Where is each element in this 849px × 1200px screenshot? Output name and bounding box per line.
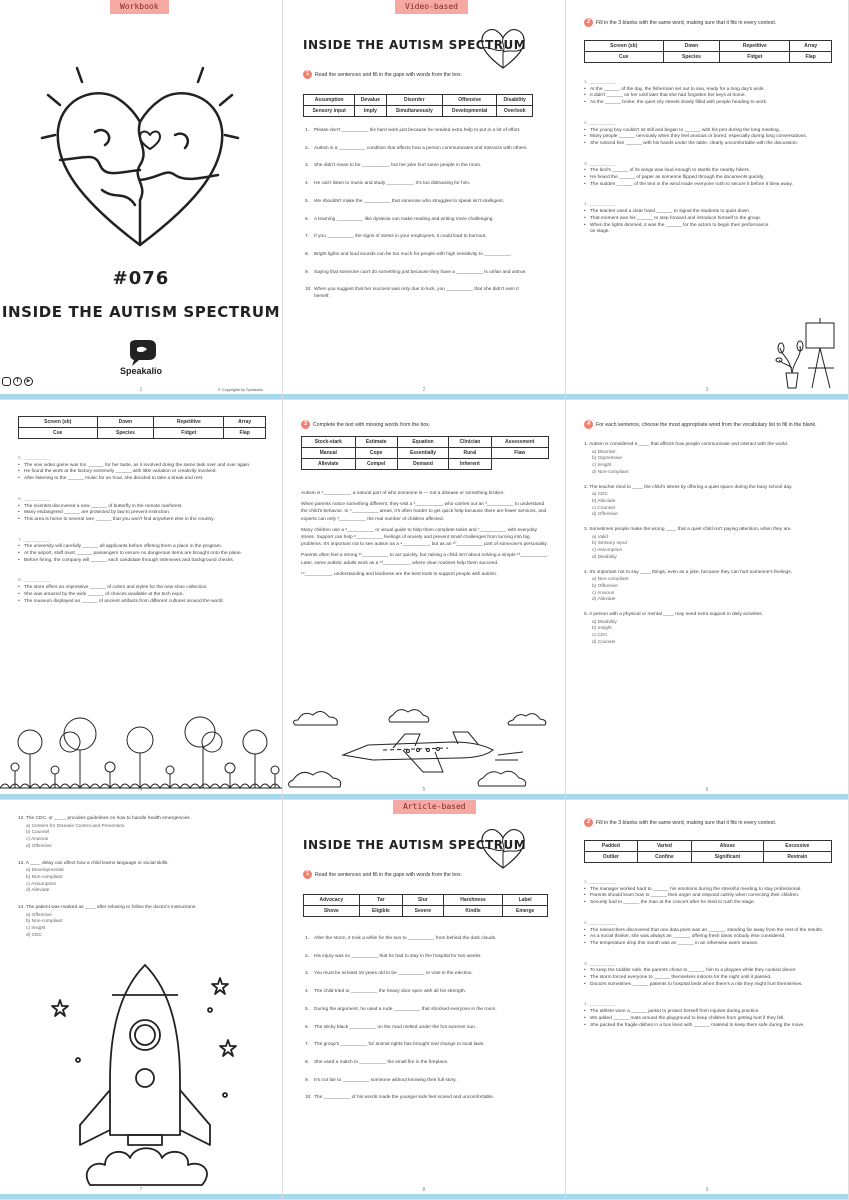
answer-option[interactable]: a) Disorder <box>592 449 616 455</box>
answer-option[interactable]: d) Alleviate <box>26 888 50 894</box>
vocab-word: Cue <box>585 52 664 63</box>
vocab-word: Screen (sb) <box>19 417 98 428</box>
item-number: 9. <box>305 1077 310 1083</box>
answer-option[interactable]: c) Anxious <box>26 837 49 843</box>
context-groups <box>18 456 256 610</box>
context-group <box>584 962 824 989</box>
item-number: 4. <box>305 989 310 995</box>
page-footer-bar <box>566 1194 848 1199</box>
vocab-word: Species <box>663 52 720 63</box>
sentence: • As the ______ broke, the quiet city streets slowly filled with people heading to work. <box>584 100 822 107</box>
sentence: • The temperature drop this month was an ______ in an otherwise warm season. <box>584 941 824 948</box>
question-text: 5. A person with a physical or mental ____ may need extra support in daily activities. <box>584 612 763 618</box>
answer-option[interactable]: b) Counsel <box>26 830 50 836</box>
vocabulary-box <box>18 416 266 439</box>
vocab-word: Sensory input <box>304 106 355 117</box>
answer-option[interactable]: a) Centers for Disease Control and Prevention <box>26 823 125 829</box>
page-number: 2 <box>422 387 426 393</box>
vocabulary-box <box>303 94 533 117</box>
question-text: 13. A ____ delay can affect how a child learns language or social skills. <box>18 860 169 866</box>
page-number: 3 <box>705 387 709 393</box>
item-number: 7. <box>305 1042 310 1048</box>
answer-option[interactable]: c) CDC <box>592 633 608 639</box>
page-6-video-exercise-4 <box>566 400 849 800</box>
vocab-word: Devalue <box>355 95 386 106</box>
vocab-word: Demand <box>397 459 449 470</box>
sentence: Please don't __________ his hard work just because he needed extra help to put in a lot of effort. <box>314 128 521 133</box>
page-9-article-exercise-2 <box>566 800 849 1200</box>
group-blank: 6. __________ <box>18 496 51 502</box>
sentence: The __________ of his words made the younger kids feel scared and uncomfortable. <box>314 1095 495 1101</box>
vocab-word: Fidget <box>720 52 790 63</box>
answer-option[interactable]: b) Non-compliant <box>26 874 63 880</box>
sentence: • Many people ______ nervously when they feel anxious or bored, especially during long conversations. <box>584 134 822 141</box>
vocabulary-box <box>301 436 549 470</box>
page-1-cover <box>0 0 283 400</box>
puzzle-heart-icon <box>478 22 528 72</box>
context-group <box>584 880 824 907</box>
page-footer-bar <box>283 1194 565 1199</box>
vocab-word: Varied <box>637 841 691 852</box>
page-footer-bar <box>566 394 848 399</box>
sentence: • Security had to ______ the man at the concert after he tried to rush the stage. <box>584 900 824 907</box>
context-group <box>18 456 256 483</box>
item-number: 6. <box>305 216 310 222</box>
vocab-word: Excessive <box>763 841 831 852</box>
instruction-text: Read the sentences and fill in the gaps with words from the box. <box>315 71 463 78</box>
sentence: • The scientist discovered a new ______ of butterfly in the remote rainforest. <box>18 504 256 511</box>
sentence: • Doctors sometimes ______ patients to hospital beds when there's a risk they might hurt themselves. <box>584 982 824 989</box>
answer-option[interactable]: a) CDC <box>592 492 608 498</box>
instruction <box>584 18 844 27</box>
cloze-text <box>301 490 549 582</box>
answer-option[interactable]: d) Disability <box>592 554 617 560</box>
sentence: You must be at least 18 years old to be __________ to vote in the election. <box>314 971 473 977</box>
vocab-word: Down <box>663 41 720 52</box>
sentence: • After listening to the ______ music for an hour, she decided to take a break and rest. <box>18 476 256 483</box>
item-number: 5. <box>305 198 310 204</box>
vocab-word: Disability <box>497 95 533 106</box>
sentence: Autism is a __________ condition that affects how a person communicates and interacts with others. <box>314 145 528 151</box>
vocab-word: Severe <box>403 906 444 917</box>
sentence: • The storm forced everyone to ______ themselves indoors for the night until it passed. <box>584 975 824 982</box>
sentence: • At the airport, staff must ______ passengers to ensure no dangerous items are brought onto the plane. <box>18 551 256 558</box>
sentence: If you __________ the signs of stress in your employees, it could lead to burnout. <box>314 234 487 240</box>
vocab-word: Kindle <box>443 906 503 917</box>
sentence: • The researchers discovered that one data point was an ______, standing far away from the rest of the results. <box>584 928 824 935</box>
item-number: 6. <box>305 1024 310 1030</box>
item-number: 2. <box>305 953 310 959</box>
vocab-word: Developmental <box>442 106 496 117</box>
sentence: • She was amazed by the wide ______ of choices available at the tech expo. <box>18 592 256 599</box>
sentence: • She packed the fragile dishes in a box lined with ______ material to keep them safe during the move. <box>584 1023 824 1030</box>
vocab-word: Shove <box>304 906 360 917</box>
vocab-word: Harshness <box>443 895 503 906</box>
sentence: A learning __________ like dyslexia can make reading and writing more challenging. <box>314 216 494 222</box>
vocab-word: Assumption <box>304 95 355 106</box>
page-footer-bar <box>0 1194 282 1199</box>
sentence: • As a social thinker, she was always an ______, offering fresh ideas nobody else considered. <box>584 934 824 941</box>
instruction-text: Complete the text with missing words from the box. <box>313 421 431 428</box>
sentence: • The museum displayed an ______ of ancient artifacts from different cultures around the world. <box>18 599 256 606</box>
context-groups <box>584 880 824 1034</box>
item-number: 4. <box>305 181 310 187</box>
context-group <box>18 538 256 565</box>
vocab-word: Compel <box>355 459 397 470</box>
sentence: • The athlete wore a ______ jacket to protect herself from injuries during practice. <box>584 1009 824 1016</box>
vocab-word: Overlook <box>497 106 533 117</box>
answer-option[interactable]: b) Sensory input <box>592 541 627 547</box>
vocab-word: Repetitive <box>720 41 790 52</box>
instruction-text: For each sentence, choose the most appropriate word from the vocabulary list to fill in the blank. <box>596 421 817 428</box>
vocab-word: Inherent <box>449 459 491 470</box>
answer-option[interactable]: d) Alleviate <box>592 597 616 603</box>
answer-option[interactable]: b) Oppressive <box>592 456 622 462</box>
sentence: • The sudden ______ of the tent in the wind made everyone rush to secure it before it blew away. <box>584 182 822 189</box>
item-number: 3. <box>305 163 310 169</box>
brand-name: Speakalio <box>119 366 163 376</box>
sentence: She used a match to __________ the small fire in the fireplace. <box>314 1059 449 1065</box>
exercise-number-badge: 2 <box>584 818 593 827</box>
item-number: 1. <box>305 128 310 133</box>
item-number: 8. <box>305 1059 310 1065</box>
page-number: 8 <box>422 1187 426 1193</box>
page-8-article-exercise-1 <box>283 800 566 1200</box>
vocab-word: Species <box>97 428 154 439</box>
facebook-icon[interactable]: f <box>13 377 22 386</box>
vocab-word: Screen (sb) <box>585 41 664 52</box>
easel-plant-illustration <box>776 318 846 390</box>
group-blank: 8. __________ <box>18 578 51 584</box>
vocab-word: Eligible <box>359 906 402 917</box>
answer-option[interactable]: d) Offensive <box>26 843 52 849</box>
page-footer-bar <box>283 794 565 799</box>
sentence: • To keep the toddler safe, the parents chose to ______ him to a playpen while they cooked dinner. <box>584 968 824 975</box>
vocab-word: Emerge <box>503 906 548 917</box>
paragraph: When parents notice something different, they visit a ²__________, who carries out an ³__________ to understand the child's behavior. In ⁴__________ areas, it's often harder to get quick help because there are fewer services, and experts can only ⁵__________ the real number of children affected. <box>301 502 547 522</box>
item-number: 7. <box>305 234 310 240</box>
answer-option[interactable]: d) Offensive <box>592 512 618 518</box>
vocab-word: Significant <box>692 852 764 863</box>
sentence: • Many endangered ______ are protected by law to prevent extinction. <box>18 510 256 517</box>
answer-option[interactable]: d) CDC <box>26 932 42 938</box>
social-icons <box>2 377 33 386</box>
question <box>584 442 814 477</box>
answer-option[interactable]: b) Offensive <box>592 583 618 589</box>
instruction <box>584 818 844 827</box>
vocab-word: Down <box>97 417 154 428</box>
sentence: His injury was so __________ that he had to stay in the hospital for two weeks. <box>314 953 482 959</box>
vocab-word: Array <box>224 417 266 428</box>
exercise-number-badge: 2 <box>584 18 593 27</box>
sentence: • When the lights dimmed, it was the ______ for the actors to begin their performance on stage. <box>584 223 769 236</box>
exercise-number-badge: 4 <box>584 420 593 429</box>
paragraph: Parents often feel a strong ¹¹__________ to act quickly, but raising a child isn't about solving a simple ¹²__________. Later, some autistic adults work as a ¹³__________, where clear routines help them succeed. <box>301 553 549 566</box>
vocab-word: Abuse <box>692 841 764 852</box>
cover-title: INSIDE THE AUTISM SPECTRUM <box>1 303 281 321</box>
sentence: The sticky black __________ on the road melted under the hot summer sun. <box>314 1024 477 1030</box>
sentence: • Before hiring, the company will ______ each candidate through interviews and background checks. <box>18 558 256 565</box>
puzzle-heart-illustration <box>40 60 240 260</box>
question-text: 12. The CDC, or ____, provides guidelines on how to handle health emergencies. <box>18 816 191 821</box>
garden-flowers-illustration <box>0 712 283 790</box>
instruction-text: Read the sentences and fill in the gaps with words from the box. <box>315 871 463 878</box>
context-groups <box>584 80 822 241</box>
vocab-word: Offensive <box>442 95 496 106</box>
group-blank: 1. __________ <box>584 880 617 885</box>
vocab-word: Confine <box>637 852 691 863</box>
group-blank: 2. __________ <box>584 120 617 126</box>
sentence: When you suggest that her success was only due to luck, you __________ that she didn't earn it herself. <box>314 287 519 300</box>
question-text: 2. The teacher tried to ____ the child's stress by offering a quiet space during the busy school day. <box>584 484 793 490</box>
vocab-word: Stock-stark <box>302 437 356 448</box>
vocab-word: Outlier <box>585 852 638 863</box>
sentence: • He heard the ______ of paper as someone flipped through the documents quickly. <box>584 175 822 182</box>
group-blank: 3. __________ <box>584 161 617 167</box>
vocab-word: Cue <box>19 428 98 439</box>
vocabulary-box <box>303 894 548 917</box>
instruction-text: Fill in the 3 blanks with the same word, making sure that it fits in every context. <box>596 19 777 26</box>
answer-option[interactable]: a) Offensive <box>26 912 52 918</box>
vocab-word: Rural <box>449 448 491 459</box>
item-number: 3. <box>305 971 310 977</box>
airplane-clouds-illustration <box>283 700 566 795</box>
sentence: • The new video game was too ______ for her taste, as it involved doing the same task over and over again. <box>18 463 256 470</box>
sentence: The child tried to __________ the heavy door open with all his strength. <box>314 989 467 995</box>
answer-option[interactable]: a) Non-compliant <box>592 577 629 583</box>
vocab-word: Manual <box>302 448 356 459</box>
context-group <box>18 578 256 605</box>
instruction-text: Fill in the 3 blanks with the same word, making sure that it fits in every context. <box>596 819 777 826</box>
vocab-word: Imply <box>355 106 386 117</box>
page-5-video-exercise-3 <box>283 400 566 800</box>
sentence: • We added ______ mats around the playground to keep children from getting hurt if they fell. <box>584 1016 824 1023</box>
vocabulary-box <box>584 40 832 63</box>
vocab-word: Padded <box>585 841 638 852</box>
youtube-icon[interactable]: ▶ <box>24 377 33 386</box>
sentence: • The young boy couldn't sit still and began to ______ with his pen during the long meeting. <box>584 128 822 135</box>
answer-option[interactable]: b) Non-compliant <box>26 919 63 925</box>
vocab-word: Advocacy <box>304 895 360 906</box>
question <box>584 612 814 647</box>
context-group <box>584 921 824 948</box>
multiple-choice-list <box>18 816 248 940</box>
page-3-video-exercise-2 <box>566 0 849 400</box>
answer-option[interactable]: b) Alleviate <box>592 498 616 504</box>
exercise-number-badge: 1 <box>303 70 312 79</box>
instruction <box>303 70 463 79</box>
sentence: • The university will carefully ______ all applicants before offering them a place in the program. <box>18 544 256 551</box>
sentence: She didn't mean to be __________, but her joke hurt some people in the room. <box>314 163 482 169</box>
vocab-word: Repetitive <box>154 417 224 428</box>
exercise-number-badge: 3 <box>301 420 310 429</box>
sentence: • The manager worked hard to ______ his emotions during the stressful meeting to stay professional. <box>584 887 824 894</box>
vocab-word: Cope <box>355 448 397 459</box>
sentence-list <box>305 128 530 304</box>
sentence: During the argument, he used a rude __________ that shocked everyone in the room. <box>314 1006 497 1012</box>
puzzle-heart-icon <box>478 822 528 872</box>
answer-option[interactable]: c) Assumption <box>592 548 623 554</box>
context-group <box>18 497 256 524</box>
context-group <box>584 121 822 148</box>
sentence: • It didn't ______ on her until later that she had forgotten her keys at home. <box>584 93 822 100</box>
instruction <box>301 420 541 429</box>
vocab-word: Flaw <box>491 448 549 459</box>
question-text: 4. It's important not to say ____ things, even as a joke, because they can hurt someone's feelings. <box>584 569 792 575</box>
group-blank: 4. __________ <box>584 202 617 208</box>
sentence: It's not fair to __________ someone without knowing their full story. <box>314 1077 457 1083</box>
page-2-video-exercise-1 <box>283 0 566 400</box>
vocab-word: Alleviate <box>302 459 356 470</box>
answer-option[interactable]: a) Valid <box>592 534 608 540</box>
question-text: 3. Sometimes people make the wrong ____ that a quiet child isn't paying attention, when they are. <box>584 527 792 533</box>
vocab-word: Flap <box>790 52 832 63</box>
sentence: The group's __________ for animal rights has brought real change to local laws. <box>314 1042 485 1048</box>
workbook-code: #076 <box>112 268 170 289</box>
page-title: INSIDE THE AUTISM SPECTRUM <box>303 38 527 52</box>
paragraph: Autism is ¹__________, a natural part of who someone is — not a disease or something broken. <box>301 491 505 496</box>
sentence: After the storm, it took a while for the sun to __________ from behind the dark clouds. <box>314 936 497 941</box>
answer-option[interactable]: c) Assumption <box>26 881 57 887</box>
group-blank: 5. __________ <box>18 456 51 461</box>
rocket-illustration <box>50 960 250 1190</box>
page-footer-bar <box>0 394 282 399</box>
instagram-icon[interactable] <box>2 377 11 386</box>
page-footer-bar <box>0 794 282 799</box>
answer-option[interactable]: c) Counsel <box>592 505 615 511</box>
sentence: • This area is home to several rare ______ that you won't find anywhere else in the country. <box>18 517 256 524</box>
group-blank: 4. __________ <box>584 1002 617 1008</box>
vocab-word: Array <box>790 41 832 52</box>
page-number: 1 <box>139 387 143 393</box>
context-group <box>584 80 822 107</box>
sentence: • She noticed him ______ with his hands under the table, clearly uncomfortable with the discussion. <box>584 141 822 148</box>
question <box>18 816 248 851</box>
sentence: • He found the work at the factory extremely ______ with little variation or creativity involved. <box>18 469 256 476</box>
item-number: 9. <box>305 269 310 275</box>
item-number: 10. <box>305 1095 312 1101</box>
answer-option[interactable]: c) Insight <box>592 463 612 469</box>
vocab-word: Clinician <box>449 437 491 448</box>
video-based-tag: Video-based <box>395 0 468 14</box>
item-number: 5. <box>305 1006 310 1012</box>
page-number: 9 <box>705 1187 709 1193</box>
item-number: 8. <box>305 251 310 257</box>
paragraph: Many children use a ⁶__________ or visual guide to help them complete tasks and ⁷__________ with everyday stress. Support can help ⁸__________ feelings of anxiety and prevent small challenges from turning into big problems. It's important not to see autism as a ⁹__________, but as an ¹⁰__________ part of someone's personality. <box>301 527 548 548</box>
vocab-word: Flap <box>224 428 266 439</box>
vocab-word: Restrain <box>763 852 831 863</box>
page-footer-bar <box>566 794 848 799</box>
answer-option[interactable]: b) Insight <box>592 626 612 632</box>
sentence: • That moment was his ______ to step forward and introduce himself to the group. <box>584 216 769 223</box>
sentence: • The teacher used a clear hand ______ to signal the students to quiet down. <box>584 209 769 216</box>
item-number: 10. <box>305 287 312 293</box>
answer-option[interactable]: d) Non-compliant <box>592 469 629 475</box>
paragraph: ¹⁴__________, understanding and kindness are the best tools to support people with autism. <box>301 571 498 577</box>
article-based-tag: Article-based <box>393 800 476 814</box>
sentence: • At the ______ of the day, the fisherman set out to sea, ready for a long day's work. <box>584 87 822 94</box>
group-blank: 7. __________ <box>18 537 51 543</box>
answer-option[interactable]: a) Developmental <box>26 868 64 874</box>
vocab-word: Estimate <box>355 437 397 448</box>
question-text: 14. The patient was marked as ____ after refusing to follow the doctor's instructions. <box>18 905 197 911</box>
vocabulary-box <box>584 840 832 863</box>
answer-option[interactable]: c) Insight <box>26 926 46 932</box>
page-footer-bar <box>283 394 565 399</box>
vocab-word: Essentially <box>397 448 449 459</box>
multiple-choice-list <box>584 442 814 647</box>
vocab-word: Tar <box>359 895 402 906</box>
context-group <box>584 1002 824 1029</box>
vocab-word: Disorder <box>386 95 442 106</box>
group-blank: 3. __________ <box>584 961 617 967</box>
vocab-word: Slur <box>403 895 444 906</box>
answer-option[interactable]: d) Counsel <box>592 639 616 645</box>
question <box>584 570 814 605</box>
vocab-word: Label <box>503 895 548 906</box>
sentence: • The bird's ______ of its wings was loud enough to startle the nearby hikers. <box>584 168 822 175</box>
context-group <box>584 202 769 236</box>
copyright: © Copyrights by Speakalio <box>218 388 263 392</box>
instruction <box>584 420 839 429</box>
vocab-word: Fidget <box>154 428 224 439</box>
exercise-number-badge: 1 <box>303 870 312 879</box>
question-text: 1. Autism is considered a ____ that affects how people communicate and interact with the world. <box>584 442 789 447</box>
sentence-list <box>305 936 530 1105</box>
answer-option[interactable]: c) Anxious <box>592 590 615 596</box>
sentence: Bright lights and loud sounds can be too much for people with high sensitivity to __________. <box>314 251 513 257</box>
question <box>584 527 814 562</box>
page-title: INSIDE THE AUTISM SPECTRUM <box>303 838 527 852</box>
context-group <box>584 162 822 189</box>
sentence: Saying that someone can't do something just because they have a __________ is unfair and untrue. <box>314 269 527 275</box>
sentence: We shouldn't make the __________ that someone who struggles to speak isn't intelligent. <box>314 198 505 204</box>
page-7-video-exercise-4-cont <box>0 800 283 1200</box>
page-number: 7 <box>139 1187 143 1193</box>
sentence: • Parents should learn how to ______ their anger and respond calmly when correcting their children. <box>584 893 824 900</box>
vocab-word: Assessment <box>491 437 549 448</box>
vocab-word: Equation <box>397 437 449 448</box>
page-number: 4 <box>139 787 143 793</box>
workbook-tag: Workbook <box>110 0 169 14</box>
question <box>18 905 248 940</box>
sentence: • The store offers an impressive ______ of colors and styles for the new shoe collection. <box>18 585 256 592</box>
page-number: 6 <box>705 787 709 793</box>
page-number: 5 <box>422 787 426 793</box>
group-blank: 1. __________ <box>584 80 617 85</box>
instruction <box>303 870 463 879</box>
answer-option[interactable]: a) Disability <box>592 619 617 625</box>
sentence: He can't listen to music and study __________; it's too distracting for him. <box>314 181 471 187</box>
question <box>584 485 814 520</box>
page-4-video-exercise-2-cont <box>0 400 283 800</box>
vocab-word: Simultaneously <box>386 106 442 117</box>
group-blank: 2. __________ <box>584 920 617 926</box>
speakalio-logo-icon <box>127 340 157 366</box>
question <box>18 861 248 896</box>
item-number: 1. <box>305 936 310 941</box>
item-number: 2. <box>305 145 310 151</box>
